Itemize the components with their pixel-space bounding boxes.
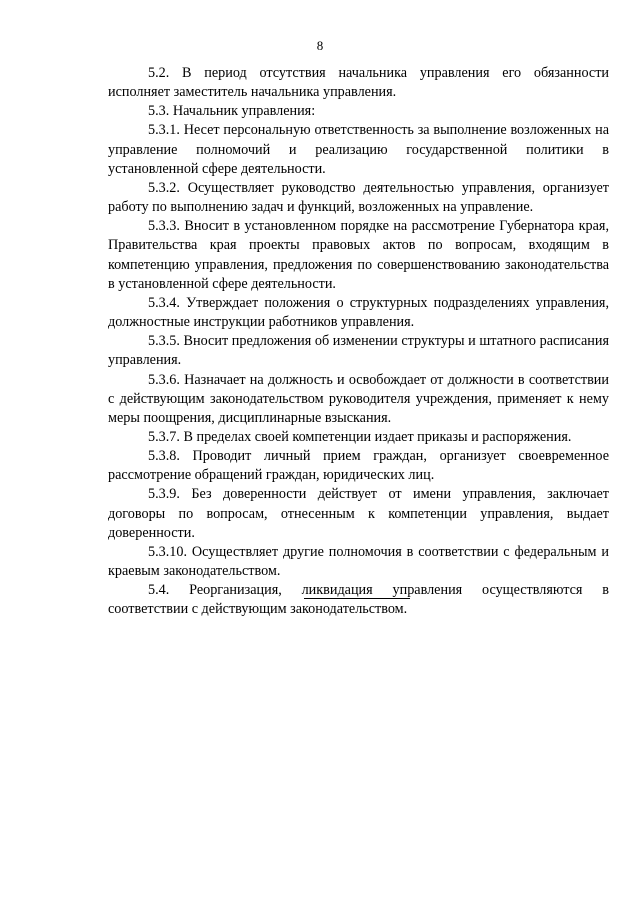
paragraph-5-4: 5.4. Реорганизация, ликвидация управления осуществляются в соответствии с действующим законодательством. [108, 582, 609, 618]
paragraph-5-2: 5.2. В период отсутствия начальника управления его обязанности исполняет заместитель начальника управления. [108, 65, 609, 101]
paragraph-5-3-3: 5.3.3. Вносит в установленном порядке на рассмотрение Губернатора края, Правительства края проекты правовых актов по вопросам, входящим в компетенцию управления, предложения по совершенствованию законодательства в установленной сфере деятельности. [108, 218, 609, 292]
paragraph-5-3-1: 5.3.1. Несет персональную ответственность за выполнение возложенных на управление полномочий и реализацию государственной политики в установленной сфере деятельности. [108, 122, 609, 177]
closing-rule [304, 598, 410, 599]
paragraph-5-3: 5.3. Начальник управления: [148, 103, 316, 120]
document-body [108, 64, 609, 620]
paragraph-5-3-4: 5.3.4. Утверждает положения о структурных подразделениях управления, должностные инструкции работников управления. [108, 294, 609, 331]
paragraph-5-3-8: 5.3.8. Проводит личный прием граждан, организует своевременное рассмотрение обращений граждан, юридических лиц. [108, 448, 609, 484]
page-number: 8 [316, 38, 324, 53]
paragraph-5-3-9: 5.3.9. Без доверенности действует от имени управления, заключает договоры по вопросам, отнесенным к компетенции управления, выдает доверенности. [108, 486, 609, 541]
paragraph-5-3-2: 5.3.2. Осуществляет руководство деятельностью управления, организует работу по выполнению задач и функций, возложенных на управление. [108, 179, 609, 216]
paragraph-5-3-7: 5.3.7. В пределах своей компетенции издает приказы и распоряжения. [148, 428, 572, 445]
paragraph-5-3-10: 5.3.10. Осуществляет другие полномочия в соответствии с федеральным и краевым законодательством. [108, 543, 609, 580]
paragraph-5-3-6: 5.3.6. Назначает на должность и освобождает от должности в соответствии с действующим законодательством руководителя учреждения, применяет к нему меры поощрения, дисциплинарные взыскания. [108, 371, 609, 426]
paragraph-5-3-5: 5.3.5. Вносит предложения об изменении структуры и штатного расписания управления. [108, 333, 609, 369]
